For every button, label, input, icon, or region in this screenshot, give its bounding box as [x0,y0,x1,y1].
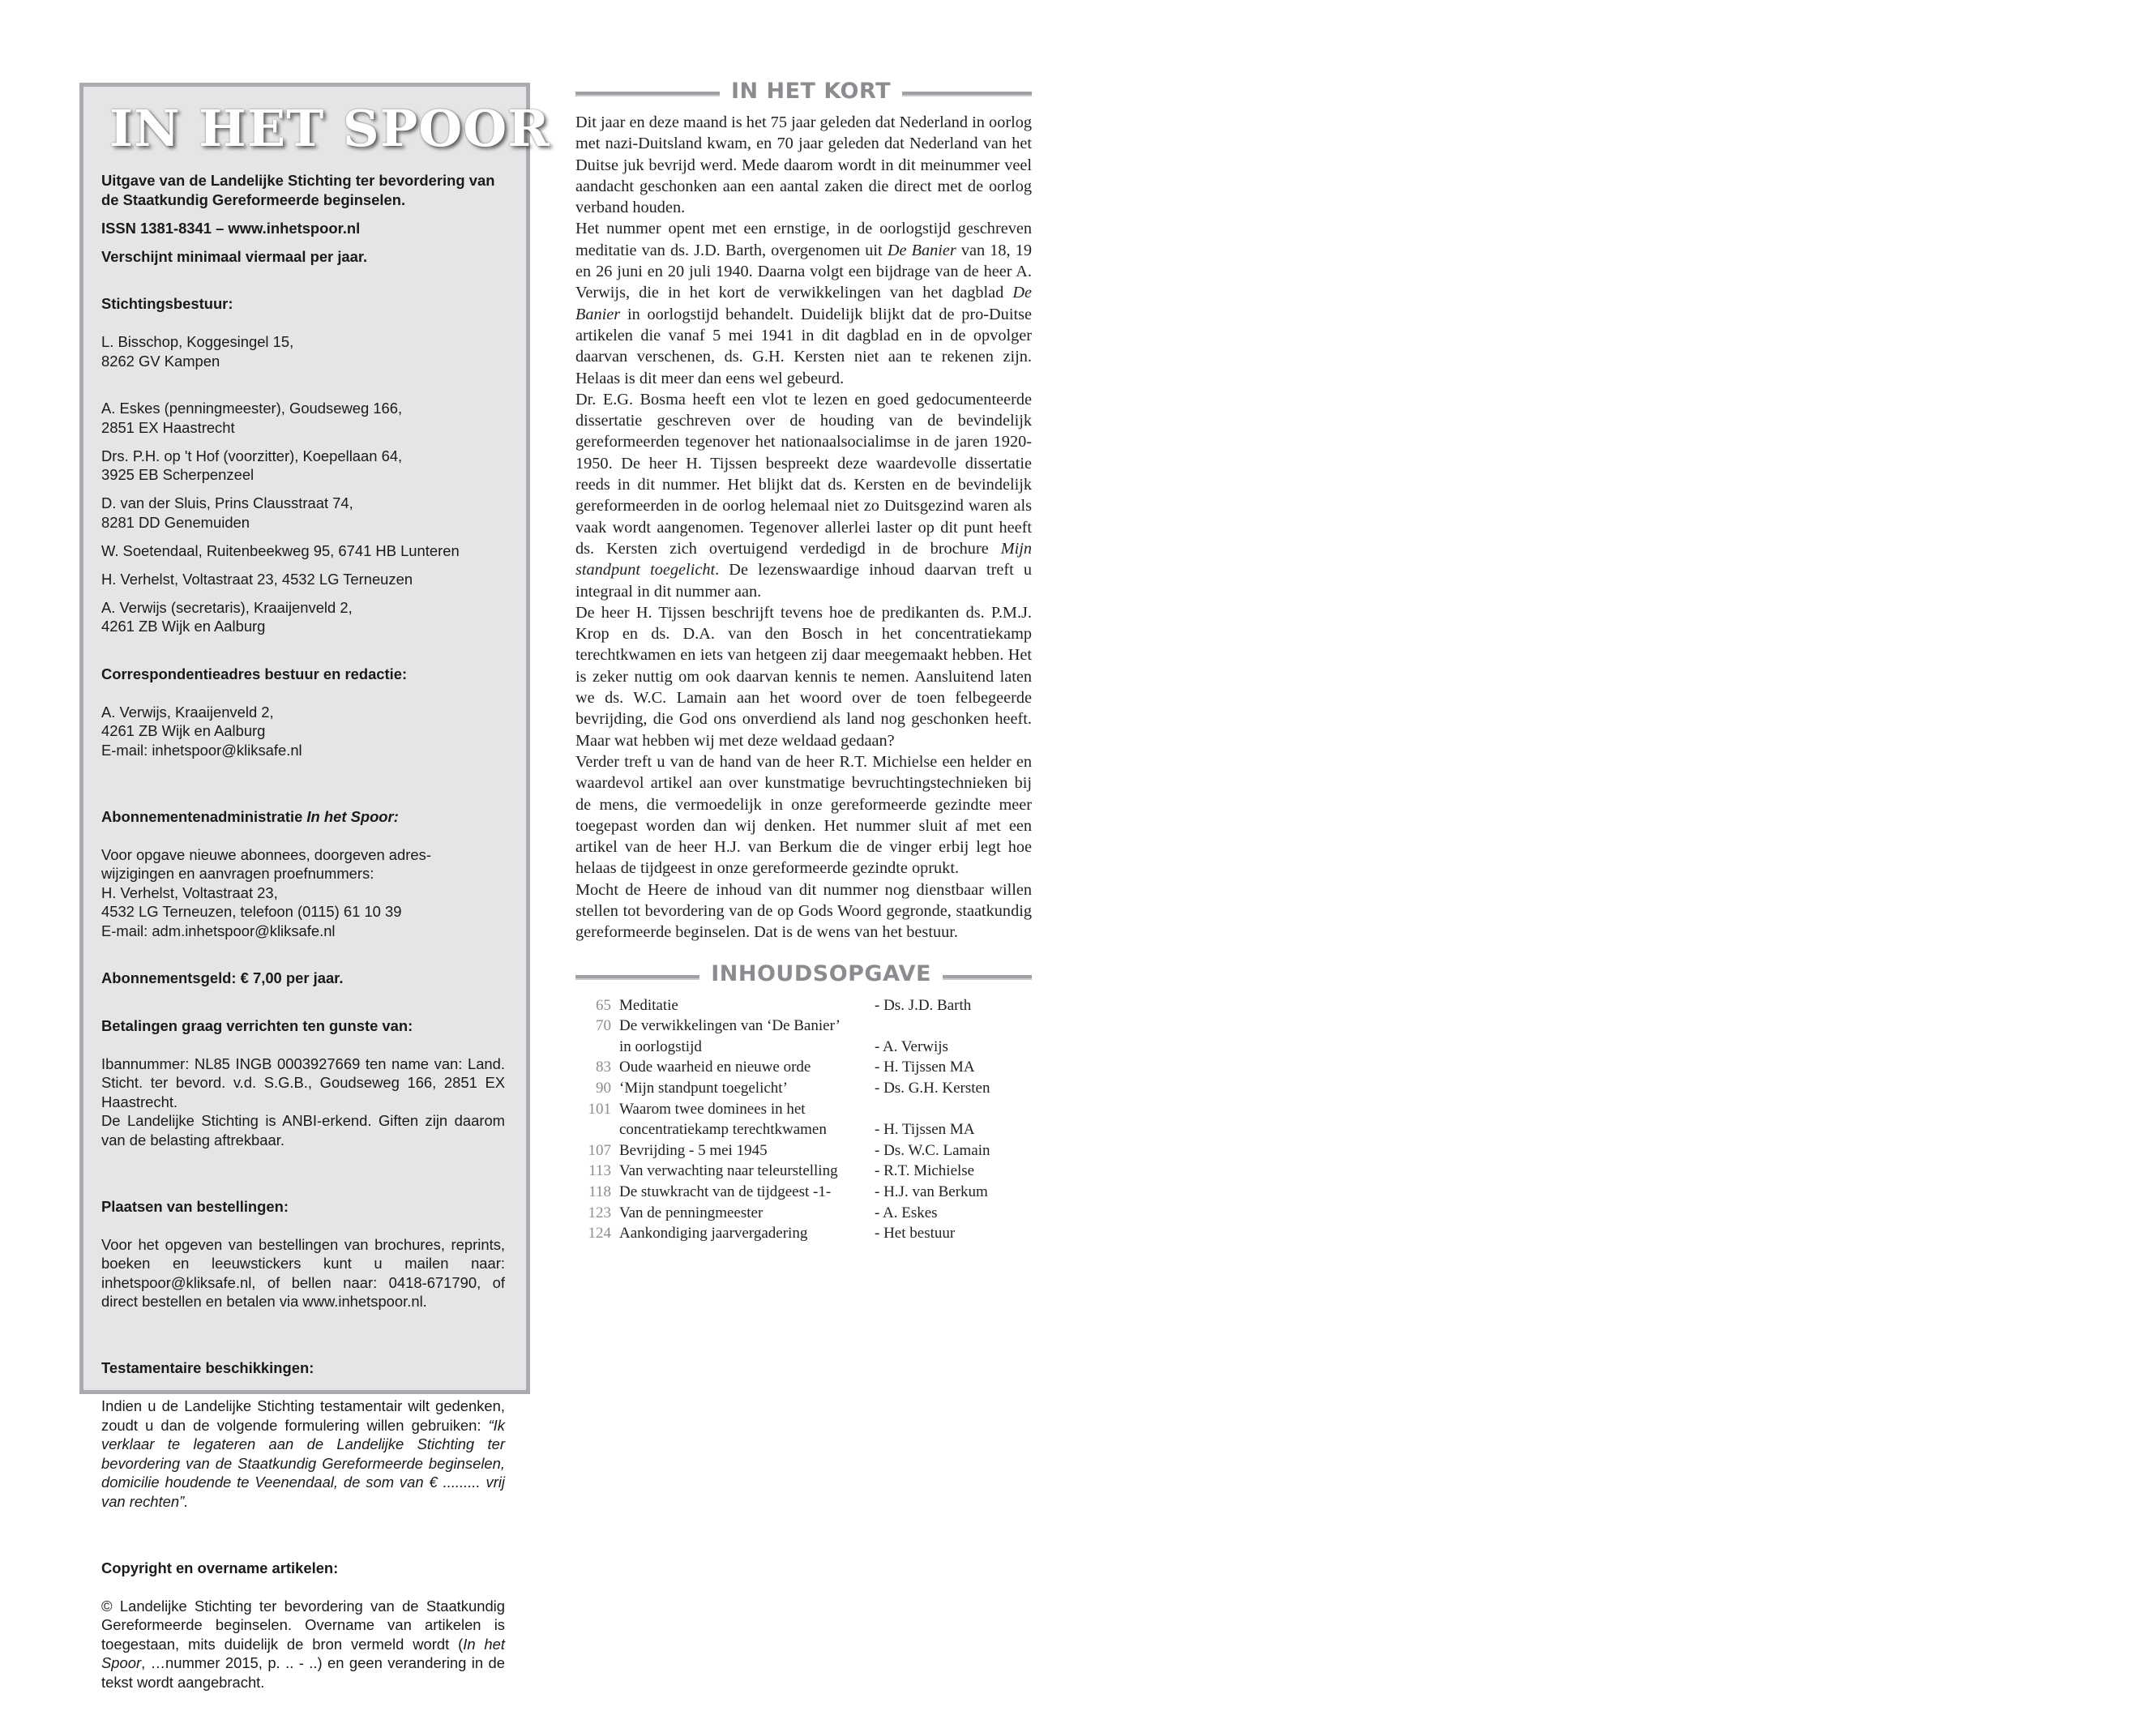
kort-paragraph: Dr. E.G. Bosma heeft een vlot te lezen en goed gedocumenteerde dissertatie geschreven over de houding van de bevindelijk gereformeerden tegenover het nationaalsocialimse in de jaren 1920-1950. De heer H. Tijssen bespreekt deze waardevolle dissertatie reeds in dit nummer. Het blijkt dat ds. Kersten en de bevindelijk gereformeerden in de oorlog helemaal niet zo Duitsgezind waren als vaak wordt aangenomen. Tegenover allerlei laster op dit punt heeft ds. Kersten zich overtuigend verdedigd in de brochure Mijn standpunt toegelicht. De lezenswaardige inhoud daarvan treft u integraal in dit nummer aan. [575,390,1033,601]
toc-entry[interactable] [582,995,1032,1016]
heading-rule-left [575,92,720,96]
toc-title: Oude waarheid en nieuwe orde [619,1059,811,1076]
frequency-text: Verschijnt minimaal viermaal per jaar. [101,247,368,265]
toc-page-number: 90 [596,1079,611,1097]
copyright-section [101,1539,505,1711]
toc-title: Van verwachting naar teleurstelling [619,1162,838,1180]
toc-title: De stuwkracht van de tijdgeest -1- [619,1183,832,1200]
toc-page-number: 118 [588,1183,611,1200]
toc-page-number: 70 [596,1017,611,1035]
orders-text: Voor het opgeven van bestellingen van brochures, reprints, boeken en leeuwstickers kunt u mailen naar: inhetspoor@kliksafe.nl, of bellen naar: 0418-671790, of direct bestellen en betalen via www.inhetspoor.nl. [101,1235,505,1310]
copyright-text: © Landelijke Stichting ter bevordering van de Staatkundig Gereformeerde beginselen. Overname van artikelen is toegestaan, mits duidelijk de bron vermeld wordt (In het Spoor, …nummer 2015, p. .. - ..) en geen verandering in de tekst wordt aangebracht. [101,1597,505,1691]
orders-section [101,1178,505,1330]
kort-article [575,112,1032,943]
board-member: A. Eskes (penningmeester), Goudseweg 166, 2851 EX Haastrecht [101,400,403,436]
toc-title: Bevrijding - 5 mei 1945 [619,1141,768,1159]
toc-heading: INHOUDSOPGAVE [711,961,931,987]
heading-rule-right [902,92,1032,96]
toc-author: - H. Tijssen MA [875,1121,975,1139]
subscription-admin-heading: Abonnementenadministratie In het Spoor: [101,807,399,825]
testament-text: Indien u de Landelijke Stichting testamentair wilt gedenken, zoudt u dan de volgende formulering willen gebruiken: “Ik verklaar te legateren aan de Landelijke Stichting ter bevordering van de Staatkundig Gereformeerde beginselen, domicilie houdende te Veenendaal, de som van € ......... vrij van rechten”. [101,1397,505,1510]
toc-author: - R.T. Michielse [875,1162,975,1180]
toc-entry[interactable] [582,1203,1032,1224]
correspondence-heading: Correspondentieadres bestuur en redactie: [101,665,408,682]
kort-heading: IN HET KORT [730,78,891,104]
payments-section [101,997,505,1169]
orders-heading: Plaatsen van bestellingen: [101,1197,289,1215]
kort-heading-bar [575,73,1032,109]
toc-author: - H. Tijssen MA [875,1059,975,1076]
toc-heading-bar [575,956,1032,992]
board-member: Drs. P.H. op 't Hof (voorzitter), Koepellaan 64, 3925 EB Scherpenzeel [101,447,403,483]
toc-title: Aankondiging jaarvergadering [619,1225,808,1243]
toc-title: Meditatie [619,996,678,1014]
toc-list [575,995,1032,1244]
board-member: L. Bisschop, Koggesingel 15, 8262 GV Kampen [101,333,294,370]
table-of-contents [575,956,1032,1244]
kort-paragraph: De heer H. Tijssen beschrijft tevens hoe de predikanten ds. P.M.J. Krop en ds. D.A. van den Bosch in het concentratiekamp terechtkwamen en iets van hetgeen zij daar meegemaakt hebben. Het is zeker nuttig om ook daarvan kennis te nemen. Aansluitend laten we ds. W.C. Lamain aan het woord over de toen felbegeerde bevrijding, die God ons onverdiend als land nog geschonken heeft. Maar wat hebben wij met deze weldaad gedaan? [575,603,1032,750]
toc-entry[interactable] [582,1182,1032,1203]
heading-rule-left [575,975,699,980]
toc-author: - Ds. W.C. Lamain [875,1141,990,1159]
toc-title: ‘Mijn standpunt toegelicht’ [619,1079,788,1097]
toc-author: - H.J. van Berkum [875,1183,988,1200]
toc-author: - Ds. J.D. Barth [875,996,972,1014]
toc-author: - A. Verwijs [875,1037,948,1055]
toc-entry[interactable] [582,1161,1032,1182]
board-member: W. Soetendaal, Ruitenbeekweg 95, 6741 HB Lunteren [101,541,460,559]
toc-entry[interactable] [582,1078,1032,1099]
right-column [575,73,1032,1244]
toc-author: - Ds. G.H. Kersten [875,1079,990,1097]
toc-title: Van de penningmeester [619,1204,764,1221]
toc-entry[interactable] [582,1140,1032,1161]
toc-author: - Het bestuur [875,1225,956,1243]
copyright-heading: Copyright en overname artikelen: [101,1559,339,1576]
board-member: H. Verhelst, Voltastraat 23, 4532 LG Terneuzen [101,570,413,588]
subscription-admin-text: Voor opgave nieuwe abonnees, doorgeven adres- wijzigingen en aanvragen proefnummers: H. Verhelst, Voltastraat 23, 4532 LG Terneuzen, telefoon (0115) 61 10 39 E-mail: adm.inhetspoor@kliksafe.nl [101,845,431,939]
board-member: D. van der Sluis, Prins Clausstraat 74, 8281 DD Genemuiden [101,494,353,531]
toc-entry[interactable] [582,1223,1032,1244]
toc-entry[interactable] [582,1099,1032,1140]
toc-entry[interactable] [582,1016,1032,1057]
masthead-title: IN HET SPOOR [109,99,550,158]
toc-page-number: 65 [596,996,611,1014]
testament-heading: Testamentaire beschikkingen: [101,1359,314,1376]
correspondence-section [101,645,505,779]
kort-paragraph: Dit jaar en deze maand is het 75 jaar geleden dat Nederland in oorlog met nazi-Duitsland kwam, en 70 jaar geleden dat Nederland van het Duitse juk bevrijd werd. Mede daarom wordt in dit meinummer veel aandacht geschonken aan een aantal zaken die direct met de oorlog verband houden. [575,113,1032,217]
subscription-admin-section [101,788,505,960]
toc-page-number: 123 [588,1204,611,1221]
toc-page-number: 113 [588,1162,611,1180]
board-section [101,276,505,390]
kort-paragraph: Verder treft u van de hand van de heer R.T. Michielse een helder en waardevol artikel aan over kunstmatige bevruchtingstechnieken bij de mens, die vermoedelijk in onze gereformeerde gezindte meer toegepast worden dan wij denken. Het nummer sluit af met een artikel van de heer H.J. van Berkum die de vinger erbij legt hoe helaas de tijdgeest in onze gereformeerde gezindte oprukt. [575,752,1032,878]
toc-page-number: 101 [588,1100,611,1118]
board-member: A. Verwijs (secretaris), Kraaijenveld 2, 4261 ZB Wijk en Aalburg [101,598,353,635]
toc-title: De verwikkelingen van ‘De Banier’ in oorlogstijd [619,1017,841,1055]
toc-page-number: 107 [588,1141,611,1159]
toc-title: Waarom twee dominees in het concentratiekamp terechtkwamen [619,1100,827,1139]
kort-paragraph: Mocht de Heere de inhoud van dit nummer nog dienstbaar willen stellen tot bevordering van de op Gods Woord gegronde, staatkundig gereformeerde beginselen. Dat is de wens van het bestuur. [575,880,1032,942]
issn-text: ISSN 1381-8341 – www.inhetspoor.nl [101,219,361,237]
testament-section [101,1340,505,1530]
colophon-box [79,83,550,1691]
toc-page-number: 124 [588,1225,611,1243]
board-heading: Stichtingsbestuur: [101,295,233,312]
correspondence-address: A. Verwijs, Kraaijenveld 2, 4261 ZB Wijk en Aalburg E-mail: inhetspoor@kliksafe.nl [101,703,302,759]
subscription-fee: Abonnementsgeld: € 7,00 per jaar. [101,969,344,986]
toc-page-number: 83 [596,1059,611,1076]
publisher-text: Uitgave van de Landelijke Stichting ter bevordering van de Staatkundig Gereformeerde beginselen. [101,172,495,208]
toc-entry[interactable] [582,1057,1032,1078]
heading-rule-right [943,975,1032,980]
payments-text: Ibannummer: NL85 INGB 0003927669 ten name van: Land. Sticht. ter bevord. v.d. S.G.B., Goudseweg 166, 2851 EX Haastrecht. De Landelijke Stichting is ANBI-erkend. Giften zijn daarom van de belasting aftrekbaar. [101,1054,505,1149]
kort-paragraph: Het nummer opent met een ernstige, in de oorlogstijd geschreven meditatie van ds. J.D. Barth, overgenomen uit De Banier van 18, 19 en 26 juni en 20 juli 1940. Daarna volgt een bijdrage van de heer A. Verwijs, die in het kort de verwikkelingen van het dagblad De Banier in oorlogstijd behandelt. Duidelijk blijkt dat de pro-Duitse artikelen die vanaf 5 mei 1941 in dit dagblad en in de opvolger daarvan verschenen, ds. G.H. Kersten niet aan te rekenen zijn. Helaas is dit meer dan eens wel gebeurd. [575,220,1032,387]
payments-heading: Betalingen graag verrichten ten gunste van: [101,1016,413,1034]
toc-author: - A. Eskes [875,1204,938,1221]
